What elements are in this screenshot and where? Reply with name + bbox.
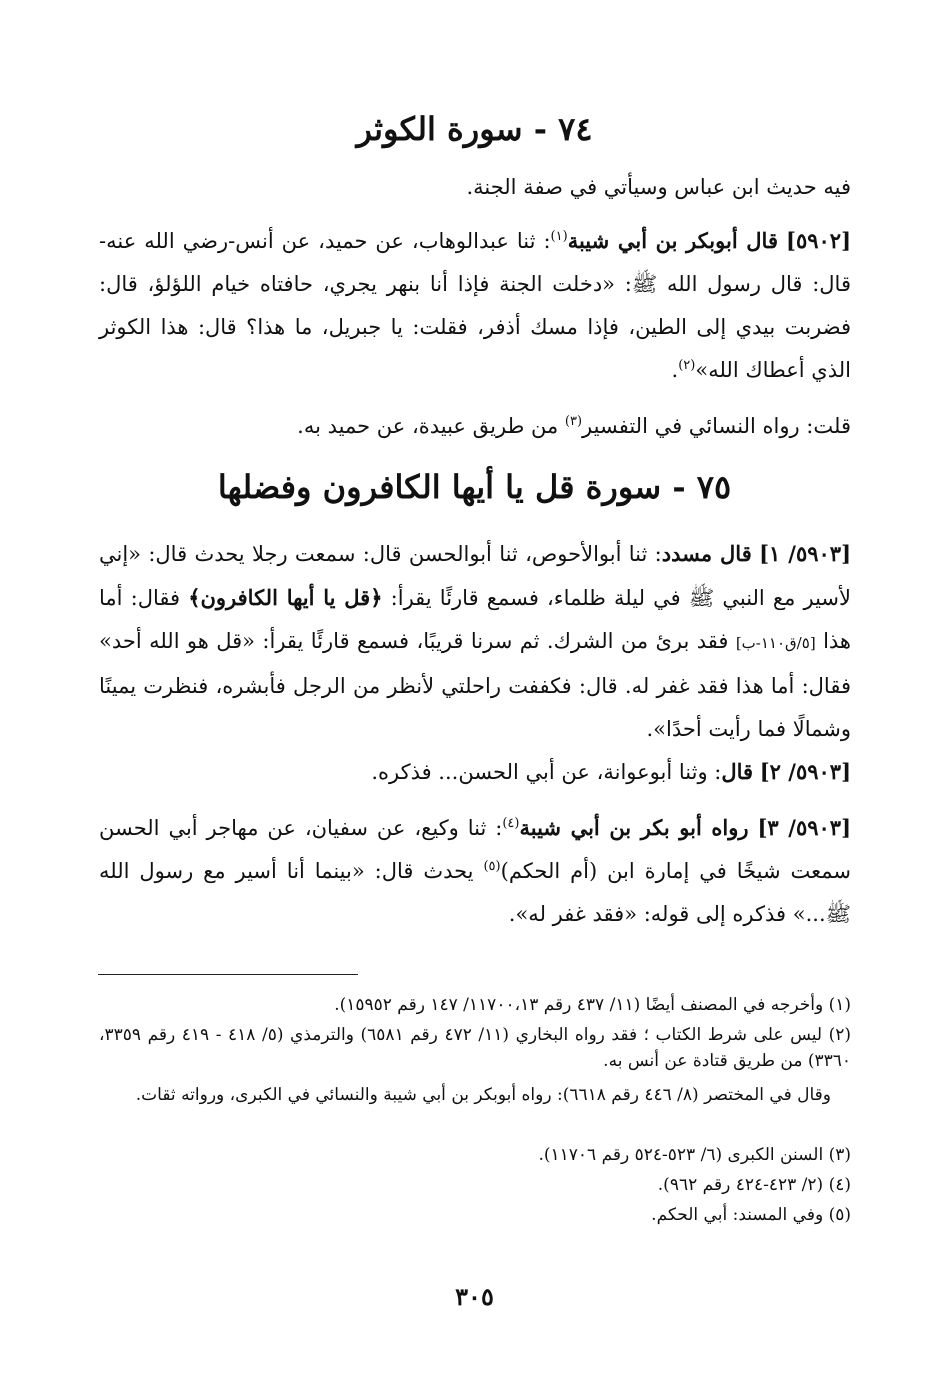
- surah-74-intro: فيه حديث ابن عباس وسيأتي في صفة الجنة.: [466, 175, 851, 199]
- footnote-2-continued: وقال في المختصر (٨/ ٤٤٦ رقم ٦٦١٨): رواه أبوبكر بن أبي شيبة والنسائي في الكبرى، ورواته ثقات.: [135, 1085, 831, 1105]
- footnote-2: (٢) ليس على شرط الكتاب ؛ فقد رواه البخاري (١١/ ٤٧٢ رقم ٦٥٨١) والترمذي (٥/ ٤١٨ - ٤١٩ رقم ٣٣٥٩، ٣٣٦٠) من طريق قتادة عن أنس به.: [99, 1025, 852, 1071]
- footnote-5: (٥) وفي المسند: أبي الحكم.: [651, 1205, 851, 1225]
- surah-75-heading: ٧٥ - سورة قل يا أيها الكافرون وفضلها: [217, 468, 732, 506]
- note-text-2: من طريق عبيدة، عن حميد به.: [297, 414, 565, 438]
- hadith-5903-3-text-2: يحدث قال: «بينما أنا أسير مع رسول الله ﷺ...» فذكره إلى قوله: «فقد غفر له».: [99, 859, 851, 926]
- footnote-1: (١) وأخرجه في المصنف أيضًا (١١/ ٤٣٧ رقم ١١٧٠٠،١٣/ ١٤٧ رقم ١٥٩٥٢).: [334, 995, 851, 1015]
- note-paragraph: [99, 405, 851, 448]
- hadith-5903-2: [99, 750, 851, 794]
- hadith-5903-3-number: [٥٩٠٣/ ٣]: [757, 815, 851, 840]
- hadith-5903-1: [99, 532, 851, 751]
- footnote-divider: [98, 974, 358, 975]
- hadith-5902: [99, 219, 851, 392]
- hadith-5903-2-text: : وثنا أبوعوانة، عن أبي الحسن... فذكره.: [371, 760, 722, 784]
- hadith-5903-1-text-1: : ثنا أبوالأحوص، ثنا أبوالحسن قال: سمعت رجلا يحدث قال: «إني لأسير مع النبي ﷺ في ليلة ظلماء، فسمع قارئًا يقرأ:: [99, 542, 851, 610]
- hadith-5903-1-text-2: فقال: أما هذا: [99, 586, 851, 653]
- hadith-5902-speaker: قال أبوبكر بن أبي شيبة: [567, 228, 778, 253]
- footnote-ref-4: (٤): [502, 816, 520, 831]
- footnote-ref-1: (١): [550, 229, 568, 244]
- footnote-4: (٤) (٢/ ٤٢٣-٤٢٤ رقم ٩٦٢).: [657, 1175, 851, 1195]
- hadith-5903-1-number: [٥٩٠٣/ ١]: [759, 541, 851, 566]
- page-number: ٣٠٥: [455, 1282, 494, 1311]
- note-text-1: قلت: رواه النسائي في التفسير: [582, 414, 851, 438]
- hadith-5902-end: .: [671, 358, 679, 382]
- footnote-ref-2: (٢): [678, 358, 696, 373]
- footnote-ref-3: (٣): [564, 414, 583, 429]
- hadith-5903-3-text-1: : ثنا وكيع، عن سفيان، عن مهاجر أبي الحسن سمعت شيخًا في إمارة ابن (أم الحكم): [99, 816, 852, 883]
- hadith-5903-1-text-3: فقد برئ من الشرك. ثم سرنا قريبًا، فسمع قارئًا يقرأ: «قل هو الله أحد» فقال: أما هذا فقد غفر له. قال: فكففت راحلتي لأنظر من الرجل فأبشره، فنظرت يمينًا وشمالًا فما رأيت أحدًا».: [99, 629, 851, 741]
- footnote-3: (٣) السنن الكبرى (٦/ ٥٢٣-٥٢٤ رقم ١١٧٠٦).: [538, 1145, 851, 1165]
- quran-verse: ﴿قل يا أيها الكافرون﴾: [188, 585, 383, 610]
- hadith-5903-2-number: [٥٩٠٣/ ٢]: [759, 759, 851, 784]
- hadith-5902-text: : ثنا عبدالوهاب، عن حميد، عن أنس-رضي الله عنه-قال: قال رسول الله ﷺ: «دخلت الجنة فإذا أنا بنهر يجري، حافتاه خيام اللؤلؤ، قال: فضربت بيدي إلى الطين، فإذا مسك أذفر، فقلت: يا جبريل، ما هذا؟ قال: هذا الكوثر الذي أعطاك الله»: [99, 229, 851, 382]
- footnote-ref-5: (٥): [483, 859, 501, 874]
- hadith-5902-number: [٥٩٠٢]: [786, 228, 851, 253]
- surah-74-heading: ٧٤ - سورة الكوثر: [356, 110, 593, 148]
- hadith-5903-3: [99, 806, 851, 936]
- manuscript-folio-ref: [٥/ق١١٠-ب]: [735, 634, 816, 652]
- hadith-5903-1-speaker: قال مسدد: [661, 541, 752, 566]
- hadith-5903-2-speaker: قال: [721, 759, 754, 784]
- hadith-5903-3-speaker: رواه أبو بكر بن أبي شيبة: [519, 815, 749, 840]
